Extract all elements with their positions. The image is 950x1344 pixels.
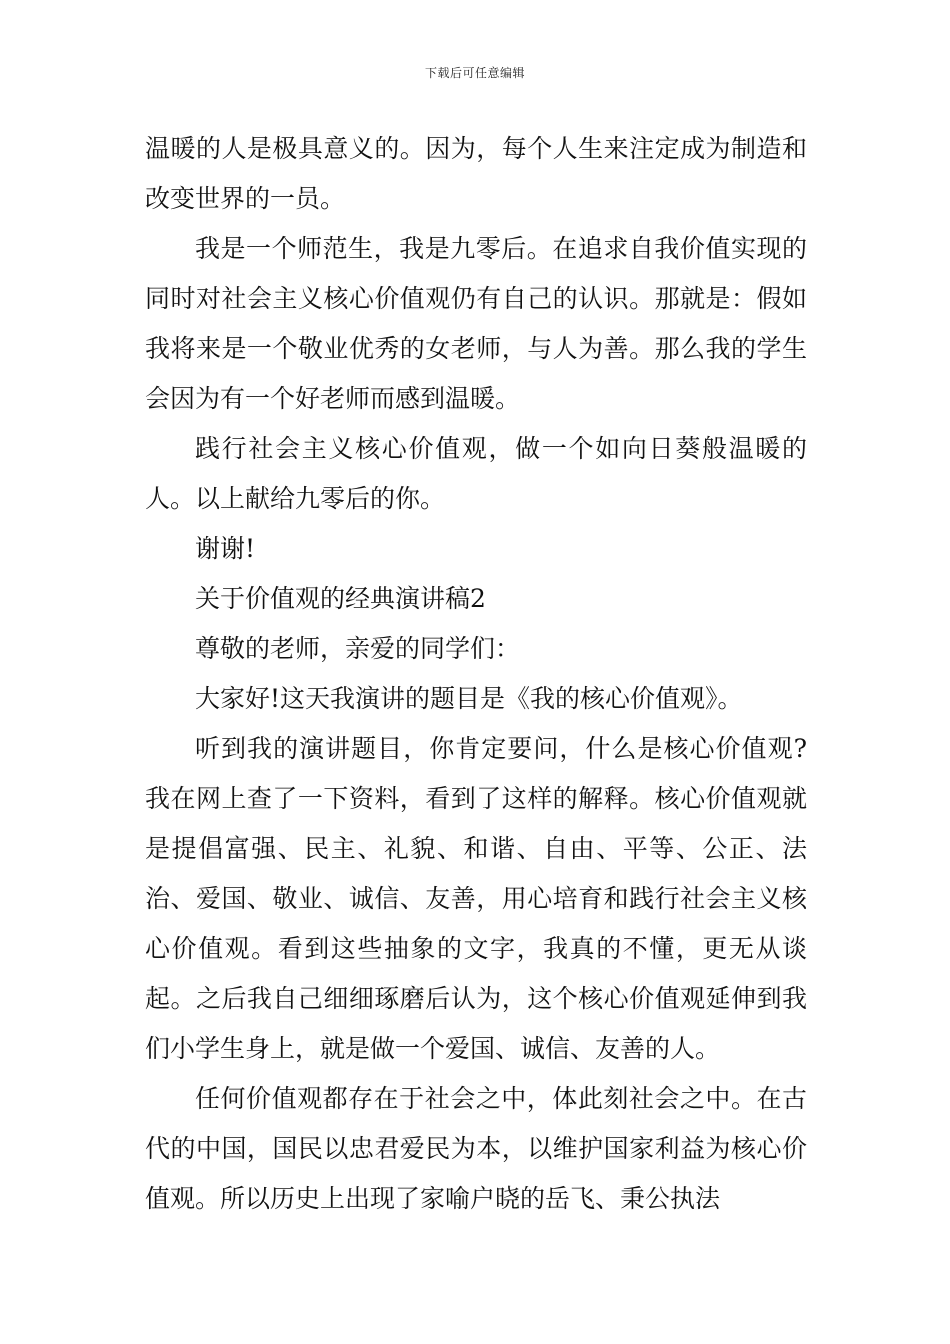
page-header: 下载后可任意编辑 [424,66,525,80]
salutation: 尊敬的老师，亲爱的同学们： [195,634,521,663]
greeting: 大家好!这天我演讲的题目是《我的核心价值观》。 [195,684,743,713]
paragraph-thanks: 谢谢! [195,534,256,563]
paragraph-3: 践行社会主义核心价值观，做一个如向日葵般温暖的人。以上献给九零后的你。 [145,434,807,513]
paragraph-9: 任何价值观都存在于社会之中，体此刻社会之中。在古代的中国，国民以忠君爱民为本，以维护国家利益为核心价值观。所以历史上出现了家喻户晓的岳飞、秉公执法 [145,1084,807,1213]
paragraph-8: 听到我的演讲题目，你肯定要问，什么是核心价值观?我在网上查了一下资料，看到了这样的解释。核心价值观就是提倡富强、民主、礼貌、和谐、自由、平等、公正、法治、爱国、敬业、诚信、友善，用心培育和践行社会主义核心价值观。看到这些抽象的文字，我真的不懂，更无从谈起。之后我自己细细琢磨后认为，这个核心价值观延伸到我们小学生身上，就是做一个爱国、诚信、友善的人。 [145,734,807,1063]
section-title: 关于价值观的经典演讲稿2 [195,584,486,613]
document-body [145,124,807,1224]
paragraph-2: 我是一个师范生，我是九零后。在追求自我价值实现的同时对社会主义核心价值观仍有自己的认识。那就是：假如我将来是一个敬业优秀的女老师，与人为善。那么我的学生会因为有一个好老师而感到温暖。 [145,234,807,413]
paragraph-1: 温暖的人是极具意义的。因为，每个人生来注定成为制造和改变世界的一员。 [145,134,807,213]
